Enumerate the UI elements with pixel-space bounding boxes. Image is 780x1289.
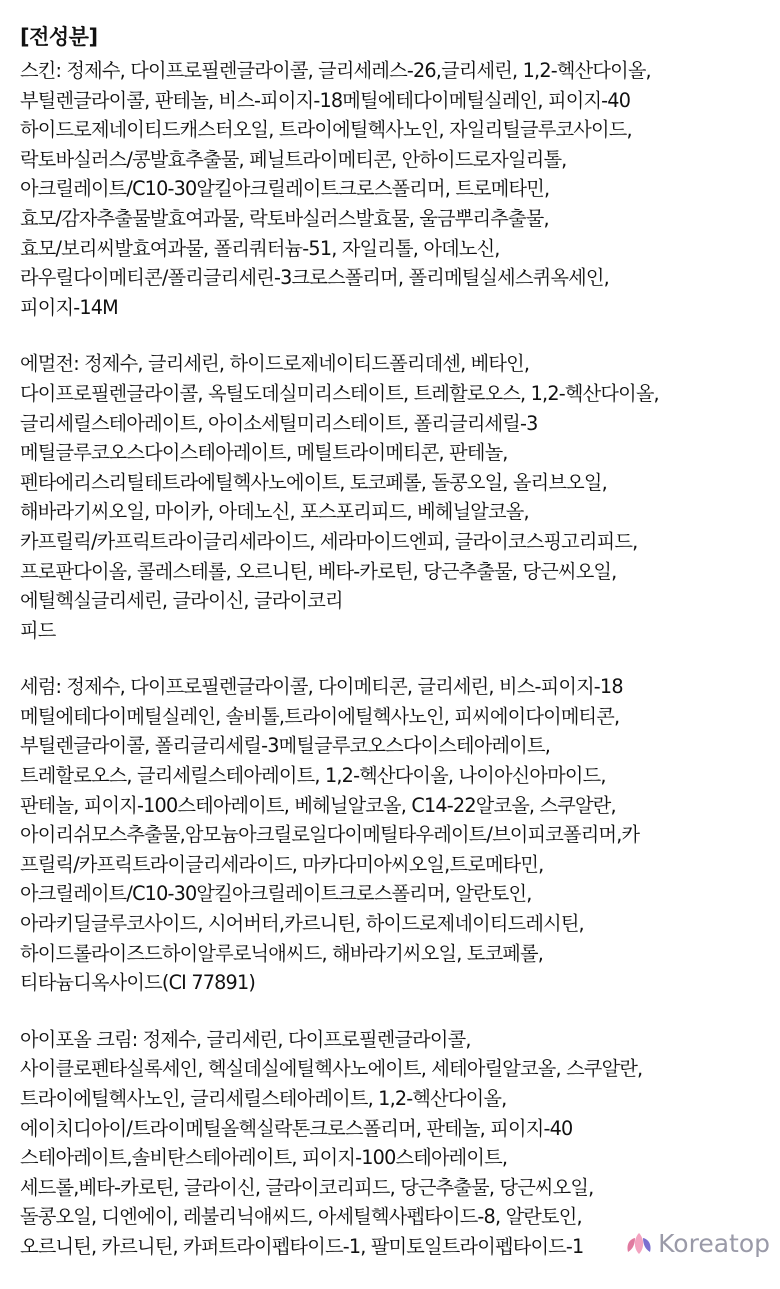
ingredient-line: 아크릴레이트/C10-30알킬아크릴레이트크로스폴리머, 트로메타민, [20,177,550,201]
ingredient-line: 피이지-14M [20,295,118,319]
ingredient-line: 돌콩오일, 디엔에이, 레불리닉애씨드, 아세틸헥사펩타이드-8, 알란토인, [20,1205,582,1229]
ingredient-line: 아이리쉬모스추출물,암모늄아크릴로일다이메틸타우레이트/브이피코폴리머,카 [20,823,640,847]
ingredient-line: 카프릴릭/카프릭트라이글리세라이드, 세라마이드엔피, 글라이코스핑고리피드, [20,529,638,553]
ingredient-line: 판테놀, 피이지-100스테아레이트, 베헤닐알코올, C14-22알코올, 스쿠알란, [20,793,616,817]
ingredient-line: 프로판다이올, 콜레스테롤, 오르니틴, 베타-카로틴, 당근추출물, 당근씨오일, [20,559,617,583]
ingredient-line: 피드 [20,618,56,642]
section-emulsion [20,349,772,645]
ingredient-line: 티타늄디옥사이드(CI 77891) [20,971,256,995]
ingredient-line: 글리세릴스테아레이트, 아이소세틸미리스테이트, 폴리글리세릴-3 [20,411,538,435]
ingredient-line: 효모/보리씨발효여과물, 폴리쿼터늄-51, 자일리톨, 아데노신, [20,236,500,260]
ingredient-line: 다이프로필렌글라이콜, 옥틸도데실미리스테이트, 트레할로오스, 1,2-헥산다이올, [20,381,659,405]
ingredient-line: 트레할로오스, 글리세릴스테아레이트, 1,2-헥산다이올, 나이아신아마이드, [20,764,606,788]
ingredient-line: 하이드로제네이티드캐스터오일, 트라이에틸헥사노인, 자일리틸글루코사이드, [20,118,632,142]
ingredient-line: 세럼: 정제수, 다이프로필렌글라이콜, 다이메티콘, 글리세린, 비스-피이지-18 [20,675,623,699]
ingredient-line: 스킨: 정제수, 다이프로필렌글라이콜, 글리세레스-26,글리세린, 1,2-헥산다이올, [20,59,651,82]
section-eye-cream [20,1025,772,1262]
watermark-text: Koreatop [658,1229,770,1258]
ingredient-line: 해바라기씨오일, 마이카, 아데노신, 포스포리피드, 베헤닐알코올, [20,500,529,524]
ingredient-line: 펜타에리스리틸테트라에틸헥사노에이트, 토코페롤, 돌콩오일, 올리브오일, [20,470,607,494]
ingredient-line: 아이포올 크림: 정제수, 글리세린, 다이프로필렌글라이콜, [20,1027,471,1051]
ingredient-line: 스테아레이트,솔비탄스테아레이트, 피이지-100스테아레이트, [20,1146,508,1170]
ingredient-line: 세드롤,베타-카로틴, 글라이신, 글라이코리피드, 당근추출물, 당근씨오일, [20,1175,594,1199]
lotus-logo-icon [624,1230,654,1258]
ingredient-line: 부틸렌글라이콜, 판테놀, 비스-피이지-18메틸에테다이메틸실레인, 피이지-40 [20,88,631,112]
ingredient-line: 부틸렌글라이콜, 폴리글리세릴-3메틸글루코오스다이스테아레이트, [20,734,551,758]
ingredient-line: 아크릴레이트/C10-30알킬아크릴레이트크로스폴리머, 알란토인, [20,882,532,906]
ingredients-document [20,20,772,1289]
ingredient-line: 라우릴다이메티콘/폴리글리세린-3크로스폴리머, 폴리메틸실세스퀴옥세인, [20,266,609,290]
ingredient-line: 에이치디아이/트라이메틸올헥실락톤크로스폴리머, 판테놀, 피이지-40 [20,1116,573,1140]
ingredient-line: 오르니틴, 카르니틴, 카퍼트라이펩타이드-1, 팔미토일트라이펩타이드-1 [20,1234,584,1258]
ingredient-line: 사이클로펜타실록세인, 헥실데실에틸헥사노에이트, 세테아릴알코올, 스쿠알란, [20,1057,643,1081]
ingredient-line: 에멀전: 정제수, 글리세린, 하이드로제네이티드폴리데센, 베타인, [20,352,530,376]
ingredient-line: 하이드롤라이즈드하이알루로닉애씨드, 해바라기씨오일, 토코페롤, [20,941,544,965]
ingredient-line: 에틸헥실글리세린, 글라이신, 글라이코리 [20,589,343,613]
ingredient-sections [20,56,772,1262]
page-title: [전성분] [20,25,98,49]
ingredient-line: 아라키딜글루코사이드, 시어버터,카르니틴, 하이드로제네이티드레시틴, [20,912,584,936]
ingredient-line: 메틸에테다이메틸실레인, 솔비톨,트라이에틸헥사노인, 피씨에이다이메티콘, [20,704,620,728]
ingredient-line: 락토바실러스/콩발효추출물, 페닐트라이메티콘, 안하이드로자일리톨, [20,147,567,171]
watermark [624,1229,770,1258]
ingredient-line: 프릴릭/카프릭트라이글리세라이드, 마카다미아씨오일,트로메타민, [20,852,544,876]
section-serum [20,672,772,998]
ingredient-line: 트라이에틸헥사노인, 글리세릴스테아레이트, 1,2-헥산다이올, [20,1087,507,1110]
section-skin [20,56,772,322]
ingredient-line: 효모/감자추출물발효여과물, 락토바실러스발효물, 울금뿌리추출물, [20,206,549,230]
ingredient-line: 메틸글루코오스다이스테아레이트, 메틸트라이메티콘, 판테놀, [20,441,508,465]
